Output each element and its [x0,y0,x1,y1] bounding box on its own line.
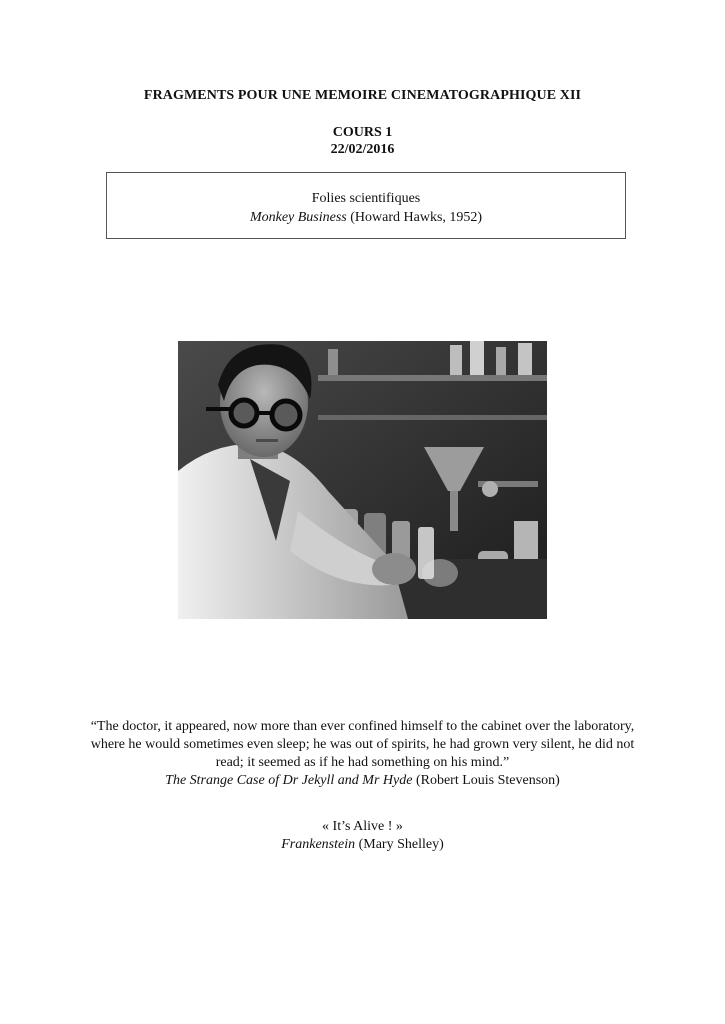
alive-source-title: Frankenstein [281,837,356,852]
alive-block [0,818,725,854]
film-reference [107,208,625,227]
course-label: COURS 1 [332,125,393,140]
quote-source-author: (Robert Louis Stevenson) [412,773,560,788]
theme-label: Folies scientifiques [311,191,421,206]
film-credit: (Howard Hawks, 1952) [346,210,483,225]
quote-block [90,718,635,790]
subject-box [106,172,626,239]
lab-scene-illustration [178,341,547,619]
quote-source [90,772,635,790]
quote-source-title: The Strange Case of Dr Jekyll and Mr Hyde [165,773,413,788]
stevenson-quote: “The doctor, it appeared, now more than ever confined himself to the cabinet over the laboratory, where he would sometimes even sleep; he was out of spirits, he had grown very silent, he did not read; it seemed as if he had something on his mind.” [90,719,635,770]
course-info [0,124,725,158]
alive-source-author: (Mary Shelley) [355,837,444,852]
document-title: FRAGMENTS POUR UNE MEMOIRE CINEMATOGRAPHIQUE XII [143,88,582,103]
alive-source [0,836,725,854]
film-still-image [178,341,547,619]
course-date: 22/02/2016 [330,142,395,157]
film-title: Monkey Business [249,210,347,225]
alive-quote: « It’s Alive ! » [322,819,403,834]
